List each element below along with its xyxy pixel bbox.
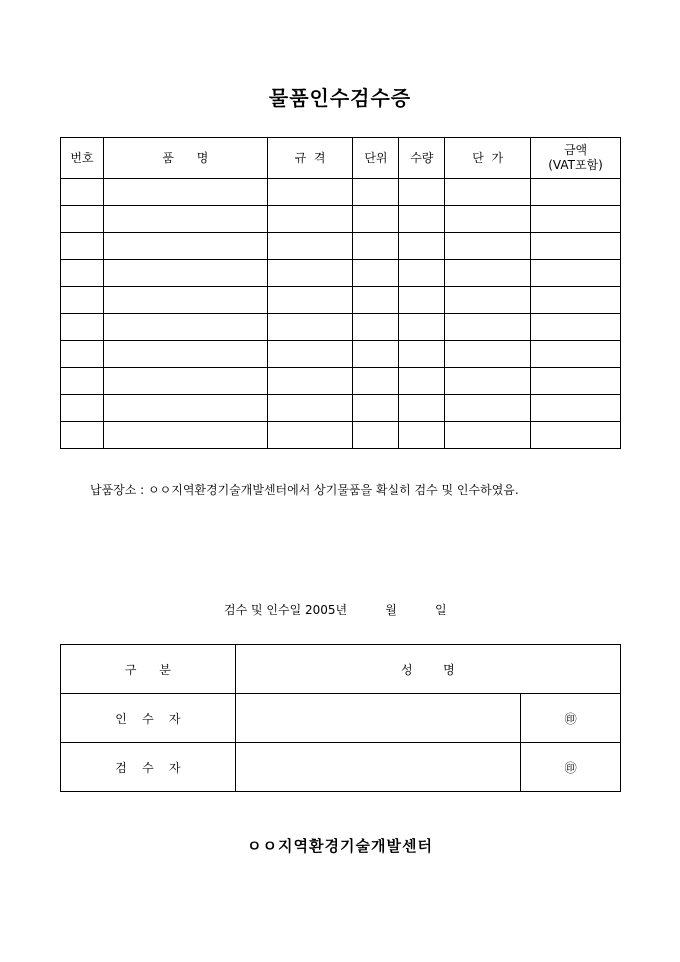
signature-table (60, 644, 621, 792)
table-cell[interactable] (445, 287, 531, 314)
table-cell[interactable] (61, 179, 104, 206)
table-cell[interactable] (353, 233, 399, 260)
table-cell[interactable] (267, 314, 353, 341)
header-signature: 성 명 (235, 645, 620, 694)
table-cell[interactable] (267, 179, 353, 206)
header-item-name: 품 명 (103, 138, 267, 179)
table-cell[interactable] (399, 368, 445, 395)
table-cell[interactable] (531, 260, 621, 287)
table-cell[interactable] (399, 395, 445, 422)
table-cell[interactable] (445, 341, 531, 368)
table-cell[interactable] (103, 368, 267, 395)
header-unit-price: 단 가 (445, 138, 531, 179)
table-cell[interactable] (445, 206, 531, 233)
table-cell[interactable] (267, 260, 353, 287)
table-cell[interactable] (103, 395, 267, 422)
table-cell[interactable] (353, 206, 399, 233)
inspector-seal-icon: ㊞ (521, 743, 621, 792)
table-cell[interactable] (103, 287, 267, 314)
table-cell[interactable] (61, 395, 104, 422)
table-cell[interactable] (61, 314, 104, 341)
table-cell[interactable] (353, 287, 399, 314)
table-cell[interactable] (353, 314, 399, 341)
table-cell[interactable] (531, 314, 621, 341)
table-cell[interactable] (531, 287, 621, 314)
header-amount-vat: (VAT포함) (548, 158, 603, 172)
header-unit: 단위 (353, 138, 399, 179)
table-cell[interactable] (531, 179, 621, 206)
table-row (61, 422, 621, 449)
table-row (61, 314, 621, 341)
table-cell[interactable] (267, 287, 353, 314)
table-row (61, 179, 621, 206)
table-header-row (61, 138, 621, 179)
header-spec: 규 격 (267, 138, 353, 179)
header-amount (531, 138, 621, 179)
header-quantity: 수량 (399, 138, 445, 179)
header-amount-label: 금액 (563, 143, 588, 157)
table-cell[interactable] (61, 368, 104, 395)
table-cell[interactable] (103, 314, 267, 341)
table-row (61, 206, 621, 233)
table-cell[interactable] (353, 422, 399, 449)
header-category: 구 분 (61, 645, 236, 694)
signature-header-row (61, 645, 621, 694)
table-row (61, 368, 621, 395)
delivery-note: 납품장소 : ㅇㅇ지역환경기술개발센터에서 상기물품을 확실히 검수 및 인수하였음. (90, 483, 519, 497)
table-cell[interactable] (445, 422, 531, 449)
table-cell[interactable] (103, 233, 267, 260)
table-cell[interactable] (103, 422, 267, 449)
table-cell[interactable] (399, 422, 445, 449)
inspection-date-line (224, 601, 447, 618)
table-cell[interactable] (61, 422, 104, 449)
table-cell[interactable] (267, 422, 353, 449)
table-cell[interactable] (267, 395, 353, 422)
table-cell[interactable] (353, 260, 399, 287)
table-cell[interactable] (353, 179, 399, 206)
table-row (61, 395, 621, 422)
header-number: 번호 (61, 138, 104, 179)
table-cell[interactable] (353, 368, 399, 395)
table-cell[interactable] (399, 341, 445, 368)
table-cell[interactable] (61, 260, 104, 287)
table-cell[interactable] (61, 233, 104, 260)
table-cell[interactable] (445, 179, 531, 206)
table-cell[interactable] (267, 206, 353, 233)
table-cell[interactable] (445, 395, 531, 422)
receiver-seal-icon: ㊞ (521, 694, 621, 743)
table-cell[interactable] (61, 341, 104, 368)
organization-name: ㅇㅇ지역환경기술개발센터 (247, 837, 433, 855)
table-cell[interactable] (267, 341, 353, 368)
table-cell[interactable] (103, 206, 267, 233)
table-cell[interactable] (399, 314, 445, 341)
document-title: 물품인수검수증 (268, 86, 412, 110)
receiver-row (61, 694, 621, 743)
table-row (61, 287, 621, 314)
date-day: 일 (435, 603, 447, 617)
table-cell[interactable] (531, 206, 621, 233)
table-cell[interactable] (531, 233, 621, 260)
table-cell[interactable] (399, 206, 445, 233)
table-row (61, 260, 621, 287)
table-cell[interactable] (531, 395, 621, 422)
table-row (61, 341, 621, 368)
items-table (60, 137, 621, 449)
table-cell[interactable] (399, 287, 445, 314)
table-cell[interactable] (103, 260, 267, 287)
table-cell[interactable] (267, 233, 353, 260)
table-cell[interactable] (103, 179, 267, 206)
table-row (61, 233, 621, 260)
table-cell[interactable] (445, 314, 531, 341)
table-cell[interactable] (61, 287, 104, 314)
table-cell[interactable] (353, 395, 399, 422)
receiver-name-cell[interactable] (235, 694, 520, 743)
date-prefix: 검수 및 인수일 2005년 (224, 603, 348, 617)
table-cell[interactable] (531, 341, 621, 368)
table-cell[interactable] (399, 260, 445, 287)
table-cell[interactable] (103, 341, 267, 368)
table-cell[interactable] (61, 206, 104, 233)
inspector-label: 검 수 자 (61, 743, 236, 792)
table-cell[interactable] (399, 179, 445, 206)
table-cell[interactable] (445, 260, 531, 287)
table-cell[interactable] (445, 233, 531, 260)
inspector-name-cell[interactable] (235, 743, 520, 792)
table-cell[interactable] (531, 422, 621, 449)
table-cell[interactable] (353, 341, 399, 368)
date-month: 월 (385, 603, 397, 617)
table-cell[interactable] (445, 368, 531, 395)
table-cell[interactable] (531, 368, 621, 395)
inspector-row (61, 743, 621, 792)
item-rows (61, 179, 621, 449)
table-cell[interactable] (267, 368, 353, 395)
table-cell[interactable] (399, 233, 445, 260)
receiver-label: 인 수 자 (61, 694, 236, 743)
